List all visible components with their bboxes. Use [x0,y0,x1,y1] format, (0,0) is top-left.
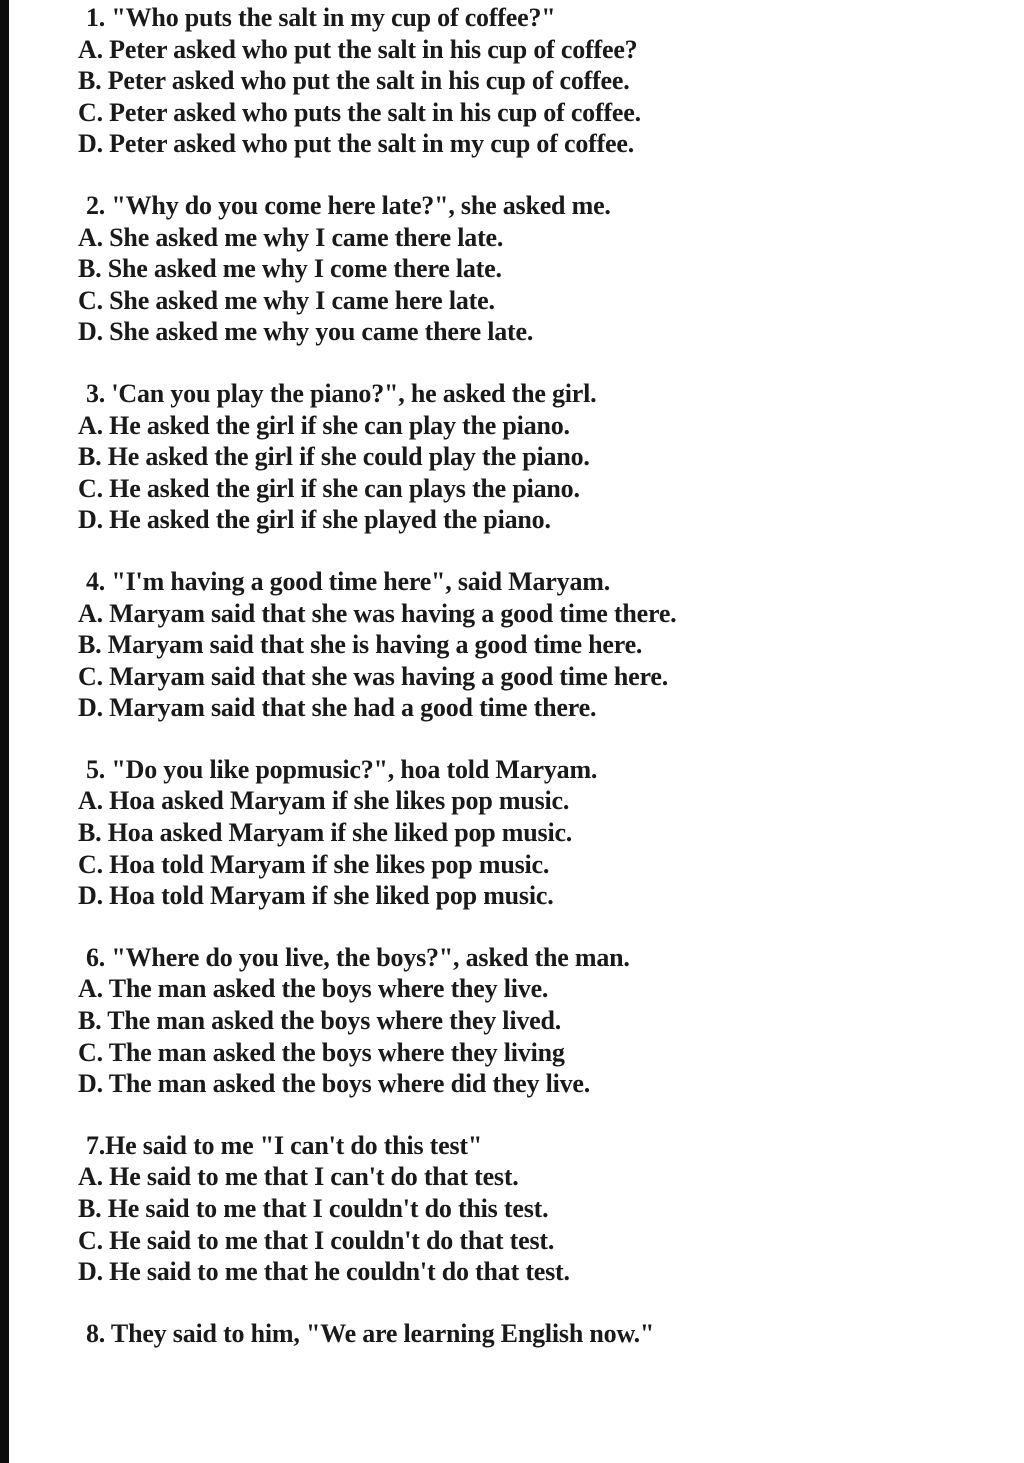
question-stem: 1. "Who puts the salt in my cup of coffee?" [86,3,556,32]
option-d: D. Peter asked who put the salt in my cup of coffee. [78,129,635,159]
option-a: A. The man asked the boys where they live. [78,974,549,1004]
question-stem: 4. "I'm having a good time here", said Maryam. [86,566,611,596]
question-stem: 3. 'Can you play the piano?", he asked the girl. [86,378,597,408]
question-gap [78,1100,978,1130]
option-d: D. The man asked the boys where did they live. [78,1069,591,1099]
option-b: B. The man asked the boys where they lived. [78,1006,562,1036]
option-d: D. Hoa told Maryam if she liked pop music. [78,881,554,911]
option-a: A. Peter asked who put the salt in his cup of coffee? [78,34,638,64]
option-b: B. He said to me that I couldn't do this test. [78,1194,549,1223]
option-d: D. He said to me that he couldn't do that test. [78,1257,570,1287]
option-a: A. She asked me why I came there late. [78,222,504,252]
question-8 [78,1318,978,1350]
question-gap [78,912,978,942]
option-c: C. The man asked the boys where they living [78,1037,565,1067]
option-b: B. Peter asked who put the salt in his cup of coffee. [78,66,630,96]
question-5 [78,754,978,912]
option-b: B. He asked the girl if she could play the piano. [78,442,590,472]
question-stem: 2. "Why do you come here late?", she asked me. [86,190,611,220]
question-stem: 5. "Do you like popmusic?", hoa told Maryam. [86,754,598,784]
option-b: B. Hoa asked Maryam if she liked pop music. [78,818,573,848]
question-gap [78,160,978,190]
option-b: B. She asked me why I come there late. [78,254,502,284]
option-c: C. Hoa told Maryam if she likes pop music. [78,849,550,879]
worksheet [78,2,978,1349]
option-c: C. Peter asked who puts the salt in his cup of coffee. [78,97,641,127]
question-gap [78,724,978,754]
option-d: D. Maryam said that she had a good time there. [78,693,597,723]
question-2 [78,190,978,348]
question-gap [78,348,978,378]
option-a: A. He asked the girl if she can play the piano. [78,410,570,440]
question-3 [78,378,978,536]
option-a: A. Maryam said that she was having a good time there. [78,598,677,628]
question-gap [78,536,978,566]
option-b: B. Maryam said that she is having a good time here. [78,630,643,660]
question-gap [78,1288,978,1318]
question-7 [78,1130,978,1288]
option-c: C. She asked me why I came here late. [78,285,495,315]
page-left-edge [0,0,9,1463]
option-a: A. He said to me that I can't do that test. [78,1162,519,1192]
question-stem: 6. "Where do you live, the boys?", asked the man. [86,942,630,972]
option-d: D. She asked me why you came there late. [78,317,534,347]
option-a: A. Hoa asked Maryam if she likes pop music. [78,786,570,816]
option-d: D. He asked the girl if she played the piano. [78,505,551,535]
question-stem: 7.He said to me "I can't do this test" [86,1130,483,1160]
question-6 [78,942,978,1100]
question-1 [78,2,978,160]
option-c: C. He said to me that I couldn't do that test. [78,1225,555,1255]
option-c: C. He asked the girl if she can plays the piano. [78,473,580,503]
option-c: C. Maryam said that she was having a good time here. [78,661,668,691]
question-4 [78,566,978,724]
question-stem: 8. They said to him, "We are learning English now." [86,1318,655,1348]
